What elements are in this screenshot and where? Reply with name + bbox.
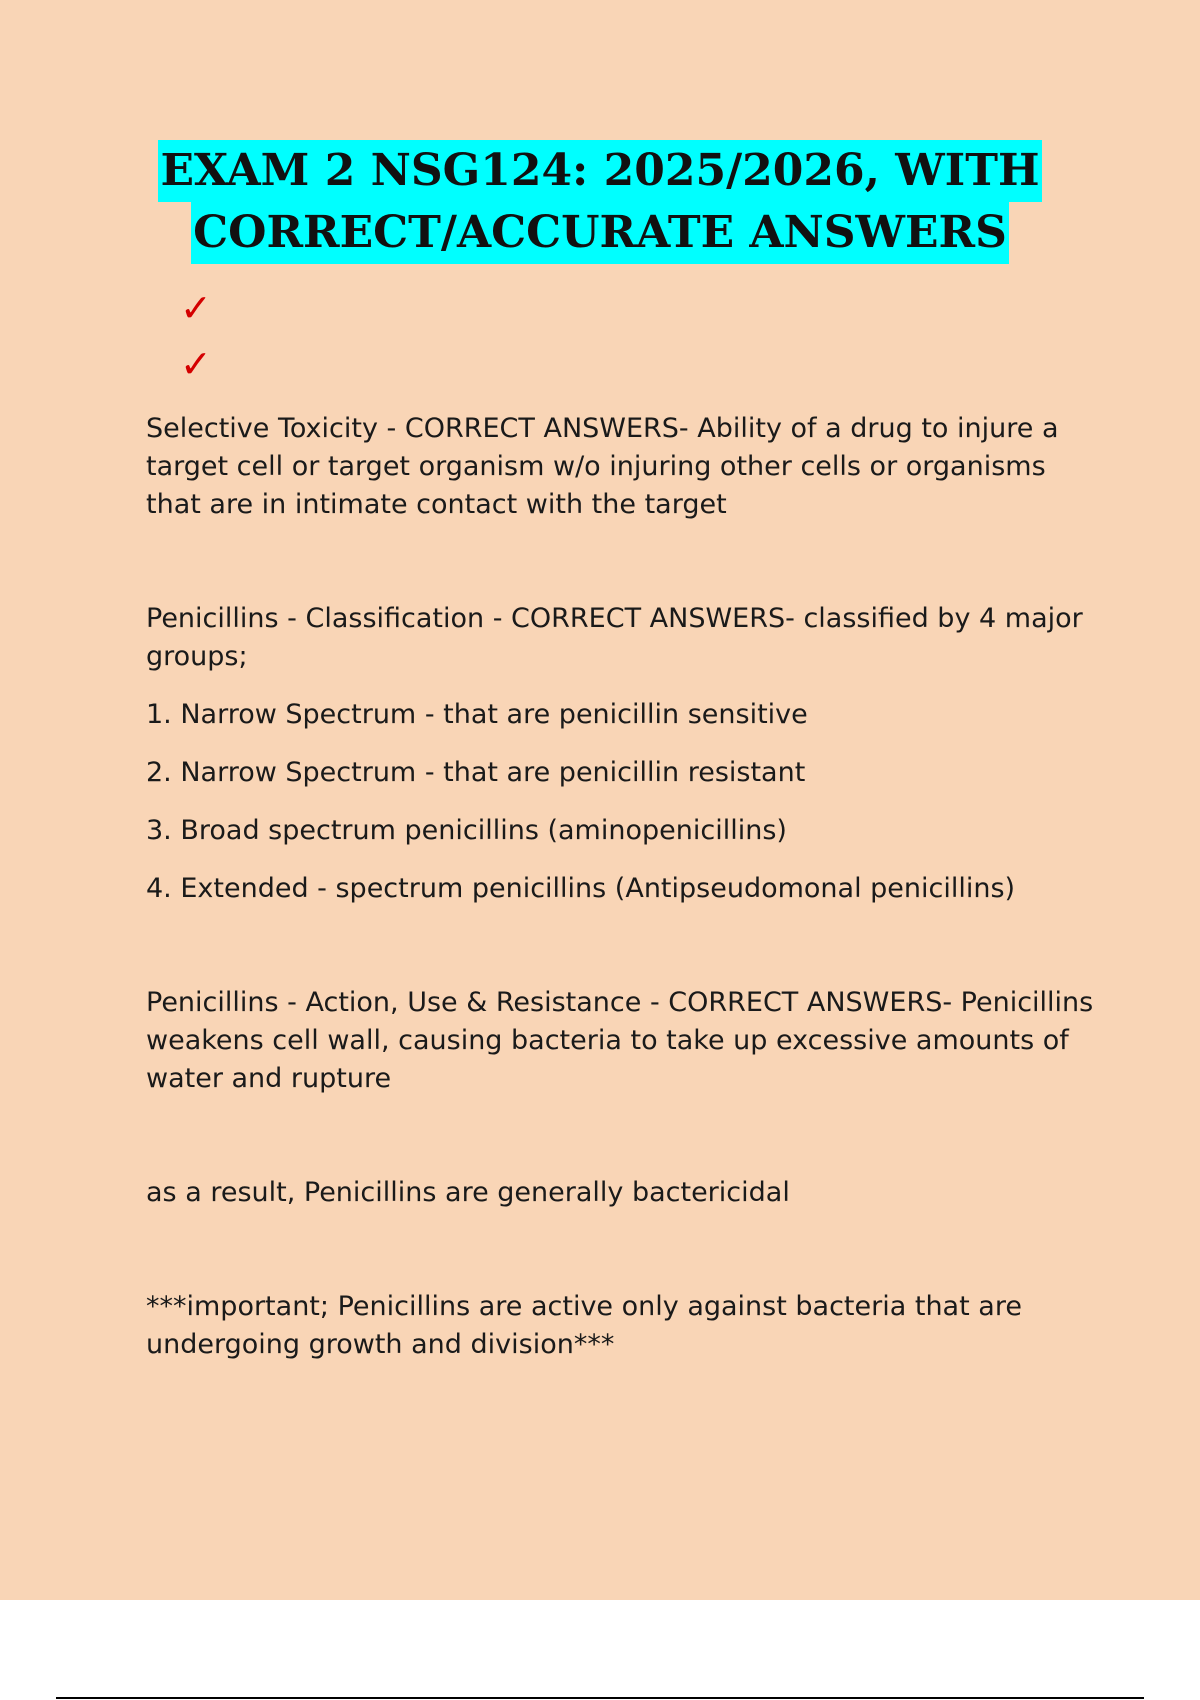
- checkmark-icon: ✓: [180, 286, 212, 330]
- classification-item-2: 2. Narrow Spectrum - that are penicillin resistant: [146, 757, 806, 788]
- footer-divider: [56, 1697, 1144, 1699]
- entry-penicillins-action: Penicillins - Action, Use & Resistance - CORRECT ANSWERS- Penicillins weakens cell wall, causing bacteria to take up excessive amounts of water and rupture: [146, 987, 1094, 1094]
- checkmark-icon: ✓: [180, 342, 212, 386]
- classification-item-1: 1. Narrow Spectrum - that are penicillin sensitive: [146, 699, 808, 730]
- document-body: [146, 410, 1106, 1364]
- entry-selective-toxicity: Selective Toxicity - CORRECT ANSWERS- Ability of a drug to injure a target cell or target organism w/o injuring other cells or organisms that are in intimate contact with the target: [146, 413, 1059, 520]
- entry-bactericidal-note: as a result, Penicillins are generally bactericidal: [146, 1177, 790, 1208]
- classification-item-3: 3. Broad spectrum penicillins (aminopenicillins): [146, 815, 787, 846]
- entry-penicillins-classification: Penicillins - Classification - CORRECT ANSWERS- classified by 4 major groups;: [146, 603, 1083, 672]
- checkmark-list: [180, 280, 212, 392]
- title-line-2: CORRECT/ACCURATE ANSWERS: [191, 202, 1009, 264]
- document-title: [0, 140, 1200, 264]
- classification-item-4: 4. Extended - spectrum penicillins (Antipseudomonal penicillins): [146, 873, 1016, 904]
- entry-important-note: ***important; Penicillins are active only against bacteria that are undergoing growth and division***: [146, 1291, 1022, 1360]
- title-line-1: EXAM 2 NSG124: 2025/2026, WITH: [158, 140, 1041, 202]
